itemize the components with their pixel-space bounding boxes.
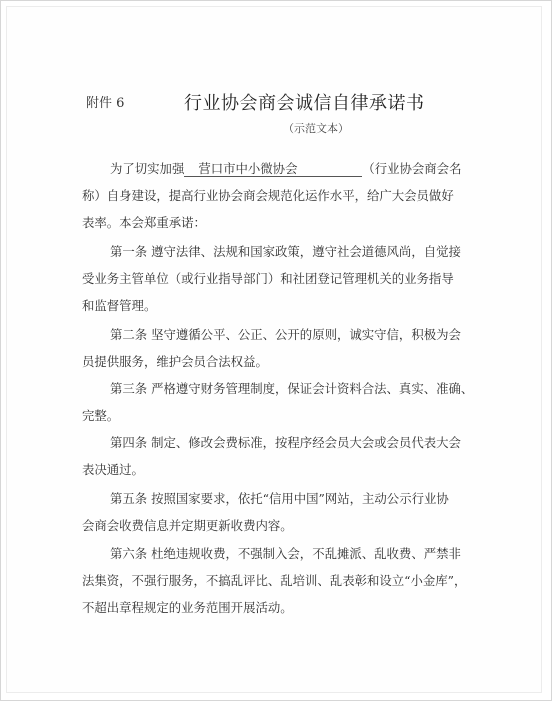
article-5-line-1: 第五条 按照国家要求，依托“信用中国”网站，主动公示行业协 (110, 491, 449, 506)
intro-line-3: 表率。本会郑重承诺： (82, 215, 206, 230)
article-5-line-2: 会商会收费信息并定期更新收费内容。 (82, 518, 293, 533)
article-4-line-1: 第四条 制定、修改会费标准，按程序经会员大会或会员代表大会 (110, 435, 461, 450)
article-1-line-2: 受业务主管单位（或行业指导部门）和社团登记管理机关的业务指导 (82, 271, 454, 286)
article-1-line-1: 第一条 遵守法律、法规和国家政策，遵守社会道德风尚，自觉接 (110, 244, 461, 259)
attachment-label: 附件 6 (86, 96, 125, 111)
article-6-line-3: 不超出章程规定的业务范围开展活动。 (82, 600, 293, 615)
article-6-line-2: 法集资，不强行服务，不搞乱评比、乱培训、乱表彰和设立“小金库”， (82, 573, 467, 588)
article-1-line-3: 和监督管理。 (82, 298, 157, 313)
association-name-field: 营口市中小微协会 (184, 162, 362, 177)
intro-suffix: （行业协会商会名 (362, 161, 462, 176)
article-4-line-2: 表决通过。 (82, 462, 144, 477)
article-2-line-1: 第二条 坚守遵循公平、公正、公开的原则，诚实守信，积极为会 (110, 327, 461, 342)
article-3-line-1: 第三条 严格遵守财务管理制度，保证会计资料合法、真实、准确、 (110, 381, 474, 396)
article-3-line-2: 完整。 (82, 408, 120, 423)
article-6-line-1: 第六条 杜绝违规收费，不强制入会，不乱摊派、乱收费、严禁非 (110, 546, 461, 561)
document-title: 行业协会商会诚信自律承诺书 (184, 93, 425, 114)
article-2-line-2: 员提供服务，维护会员合法权益。 (82, 354, 268, 369)
document-subtitle: （示范文本） (283, 122, 349, 135)
intro-line-2: 称）自身建设，提高行业协会商会规范化运作水平，给广大会员做好 (82, 188, 454, 203)
intro-prefix: 为了切实加强 (110, 161, 185, 176)
intro-line-1 (110, 159, 461, 177)
